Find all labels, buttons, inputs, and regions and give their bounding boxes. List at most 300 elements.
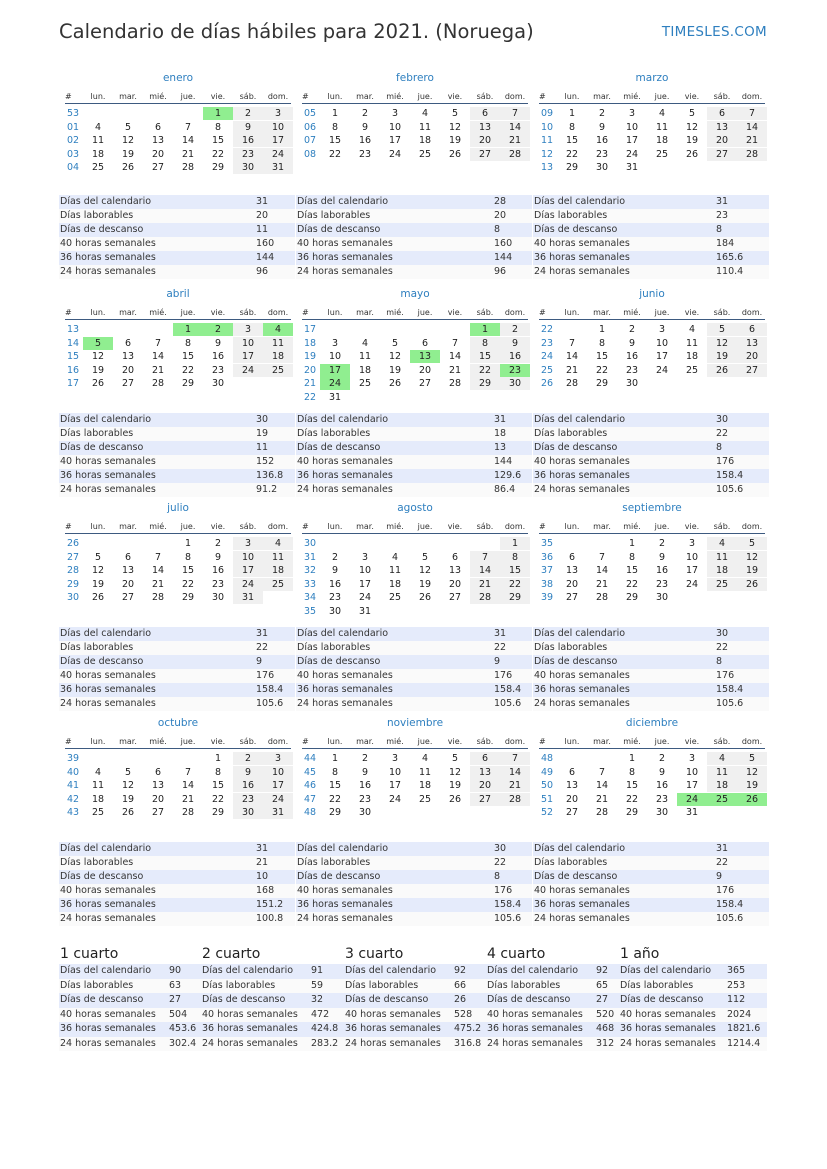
day-cell[interactable]: 31 [685,807,699,819]
day-cell[interactable] [587,537,617,550]
day-cell[interactable]: 31 [263,161,293,174]
day-cell[interactable]: 18 [418,135,432,147]
day-cell[interactable]: 6 [568,551,576,563]
day-cell[interactable]: 13 [151,780,165,792]
day-cell[interactable]: 17 [233,350,263,363]
day-cell[interactable]: 4 [94,121,102,133]
day-cell[interactable]: 5 [451,753,459,764]
day-cell[interactable] [557,537,587,550]
day-cell[interactable]: 17 [685,780,699,792]
day-cell[interactable]: 8 [214,121,222,133]
day-cell[interactable] [83,107,113,120]
day-cell[interactable]: 19 [418,578,432,590]
day-cell[interactable] [677,377,707,390]
day-cell[interactable]: 6 [470,107,500,120]
day-cell[interactable]: 11 [263,551,293,564]
day-cell[interactable]: 29 [181,378,195,390]
day-cell[interactable]: 26 [91,378,105,390]
day-cell[interactable]: 7 [737,107,767,120]
day-cell[interactable]: 26 [707,364,737,377]
day-cell[interactable]: 16 [655,780,669,792]
day-cell[interactable]: 13 [565,565,579,577]
day-cell[interactable]: 20 [121,364,135,376]
day-cell[interactable]: 12 [737,766,767,779]
day-cell[interactable]: 24 [625,148,639,160]
day-cell[interactable]: 26 [737,793,767,806]
day-cell[interactable]: 22 [470,364,500,377]
day-cell[interactable]: 9 [361,121,369,133]
day-cell[interactable]: 15 [211,780,225,792]
day-cell[interactable]: 2 [203,323,233,336]
day-cell[interactable]: 29 [625,807,639,819]
day-cell[interactable] [500,391,530,404]
day-cell[interactable]: 31 [328,392,342,403]
day-cell[interactable]: 21 [500,134,530,147]
day-cell[interactable]: 3 [263,752,293,765]
day-cell[interactable]: 10 [388,121,402,133]
day-cell[interactable]: 5 [737,752,767,765]
day-cell[interactable]: 14 [500,766,530,779]
day-cell[interactable]: 22 [211,148,225,160]
day-cell[interactable]: 4 [707,752,737,765]
day-cell[interactable]: 21 [181,793,195,805]
day-cell[interactable] [557,752,587,765]
day-cell[interactable]: 26 [418,592,432,604]
day-cell[interactable]: 18 [263,564,293,577]
day-cell[interactable] [143,107,173,120]
day-cell[interactable]: 4 [421,108,429,119]
day-cell[interactable]: 16 [328,578,342,590]
day-cell[interactable]: 10 [388,766,402,778]
day-cell[interactable]: 20 [121,578,135,590]
day-cell[interactable]: 18 [263,350,293,363]
day-cell[interactable]: 17 [685,565,699,577]
day-cell[interactable]: 24 [677,793,707,806]
day-cell[interactable]: 10 [233,337,263,350]
day-cell[interactable]: 23 [655,793,669,805]
day-cell[interactable]: 13 [410,350,440,363]
day-cell[interactable]: 8 [500,551,530,564]
day-cell[interactable]: 28 [181,807,195,819]
day-cell[interactable]: 1 [203,107,233,120]
day-cell[interactable]: 21 [151,364,165,376]
day-cell[interactable]: 16 [358,780,372,792]
day-cell[interactable]: 10 [328,351,342,363]
day-cell[interactable]: 12 [388,351,402,363]
day-cell[interactable]: 7 [184,766,192,778]
day-cell[interactable]: 20 [707,134,737,147]
day-cell[interactable]: 16 [211,351,225,363]
day-cell[interactable]: 5 [391,337,399,349]
day-cell[interactable]: 4 [361,337,369,349]
day-cell[interactable]: 18 [91,793,105,805]
day-cell[interactable]: 14 [470,564,500,577]
day-cell[interactable]: 3 [331,337,339,349]
day-cell[interactable]: 28 [500,148,530,161]
day-cell[interactable]: 20 [470,779,500,792]
day-cell[interactable]: 21 [151,578,165,590]
day-cell[interactable]: 29 [625,592,639,604]
day-cell[interactable] [737,591,767,604]
day-cell[interactable]: 24 [358,592,372,604]
day-cell[interactable]: 3 [391,108,399,119]
day-cell[interactable]: 5 [124,766,132,778]
day-cell[interactable]: 2 [628,324,636,335]
day-cell[interactable]: 7 [451,337,459,349]
day-cell[interactable]: 19 [707,350,737,363]
day-cell[interactable]: 18 [685,351,699,363]
day-cell[interactable]: 21 [737,134,767,147]
day-cell[interactable]: 20 [565,578,579,590]
day-cell[interactable]: 10 [655,337,669,349]
day-cell[interactable]: 30 [211,378,225,390]
day-cell[interactable]: 13 [470,766,500,779]
day-cell[interactable]: 27 [448,592,462,604]
day-cell[interactable]: 8 [184,337,192,349]
day-cell[interactable]: 26 [91,592,105,604]
day-cell[interactable]: 29 [565,162,579,174]
day-cell[interactable] [707,377,737,390]
day-cell[interactable]: 24 [320,377,350,390]
day-cell[interactable]: 4 [688,324,696,335]
day-cell[interactable]: 18 [707,779,737,792]
day-cell[interactable]: 28 [470,591,500,604]
day-cell[interactable]: 9 [331,565,339,577]
day-cell[interactable]: 27 [565,807,579,819]
day-cell[interactable]: 5 [451,108,459,119]
day-cell[interactable]: 17 [655,351,669,363]
day-cell[interactable]: 31 [233,591,263,604]
day-cell[interactable]: 26 [388,378,402,390]
day-cell[interactable]: 27 [707,148,737,161]
day-cell[interactable]: 2 [331,551,339,563]
day-cell[interactable]: 23 [233,793,263,806]
day-cell[interactable]: 1 [173,323,203,336]
brand-link[interactable]: TIMESLES.COM [661,24,767,40]
day-cell[interactable] [83,537,113,550]
day-cell[interactable]: 20 [470,134,500,147]
day-cell[interactable]: 16 [358,135,372,147]
day-cell[interactable]: 1 [214,753,222,764]
day-cell[interactable] [143,537,173,550]
day-cell[interactable]: 25 [263,364,293,377]
day-cell[interactable]: 23 [655,578,669,590]
day-cell[interactable]: 30 [233,806,263,819]
day-cell[interactable]: 14 [737,121,767,134]
day-cell[interactable]: 8 [598,337,606,349]
day-cell[interactable]: 30 [233,161,263,174]
day-cell[interactable]: 13 [121,351,135,363]
day-cell[interactable]: 12 [121,780,135,792]
day-cell[interactable]: 2 [233,752,263,765]
day-cell[interactable] [440,605,470,618]
day-cell[interactable]: 17 [320,364,350,377]
day-cell[interactable]: 17 [358,578,372,590]
day-cell[interactable]: 11 [388,565,402,577]
day-cell[interactable]: 17 [233,564,263,577]
day-cell[interactable]: 23 [233,148,263,161]
day-cell[interactable]: 9 [598,121,606,133]
day-cell[interactable]: 11 [707,551,737,564]
day-cell[interactable]: 23 [211,364,225,376]
day-cell[interactable]: 23 [358,148,372,160]
day-cell[interactable]: 14 [181,780,195,792]
day-cell[interactable]: 10 [233,551,263,564]
day-cell[interactable]: 5 [688,108,696,119]
day-cell[interactable]: 9 [361,766,369,778]
day-cell[interactable]: 11 [263,337,293,350]
day-cell[interactable]: 17 [388,135,402,147]
day-cell[interactable]: 25 [418,793,432,805]
day-cell[interactable]: 24 [655,364,669,376]
day-cell[interactable]: 10 [625,121,639,133]
day-cell[interactable] [440,391,470,404]
day-cell[interactable] [350,537,380,550]
day-cell[interactable]: 27 [151,162,165,174]
day-cell[interactable]: 8 [214,766,222,778]
day-cell[interactable]: 29 [500,591,530,604]
day-cell[interactable]: 10 [685,551,699,563]
day-cell[interactable] [263,591,293,604]
day-cell[interactable]: 15 [625,780,639,792]
day-cell[interactable]: 3 [628,108,636,119]
day-cell[interactable]: 14 [151,351,165,363]
day-cell[interactable] [737,806,767,819]
day-cell[interactable]: 2 [658,538,666,549]
day-cell[interactable]: 16 [233,779,263,792]
day-cell[interactable]: 15 [181,565,195,577]
day-cell[interactable]: 23 [500,364,530,377]
day-cell[interactable]: 19 [121,148,135,160]
day-cell[interactable]: 20 [418,364,432,376]
day-cell[interactable]: 14 [181,135,195,147]
day-cell[interactable]: 17 [625,135,639,147]
day-cell[interactable] [143,323,173,336]
day-cell[interactable]: 12 [448,766,462,778]
day-cell[interactable]: 22 [625,578,639,590]
day-cell[interactable]: 15 [470,350,500,363]
day-cell[interactable]: 7 [568,337,576,349]
day-cell[interactable]: 24 [388,793,402,805]
day-cell[interactable]: 27 [121,592,135,604]
day-cell[interactable] [677,591,707,604]
day-cell[interactable]: 11 [418,766,432,778]
day-cell[interactable]: 29 [470,377,500,390]
day-cell[interactable]: 19 [737,779,767,792]
day-cell[interactable]: 15 [328,780,342,792]
day-cell[interactable]: 8 [331,766,339,778]
day-cell[interactable]: 1 [184,538,192,549]
day-cell[interactable]: 2 [361,753,369,764]
day-cell[interactable]: 15 [328,135,342,147]
day-cell[interactable]: 12 [685,121,699,133]
day-cell[interactable]: 4 [263,323,293,336]
day-cell[interactable]: 25 [91,162,105,174]
day-cell[interactable]: 31 [358,606,372,617]
day-cell[interactable] [470,605,500,618]
day-cell[interactable]: 19 [448,135,462,147]
day-cell[interactable]: 18 [655,135,669,147]
day-cell[interactable]: 25 [91,807,105,819]
day-cell[interactable]: 13 [470,121,500,134]
day-cell[interactable]: 18 [388,578,402,590]
day-cell[interactable] [410,323,440,336]
day-cell[interactable]: 20 [151,148,165,160]
day-cell[interactable]: 11 [91,780,105,792]
day-cell[interactable] [113,107,143,120]
day-cell[interactable]: 6 [470,752,500,765]
day-cell[interactable]: 28 [595,807,609,819]
day-cell[interactable] [647,377,677,390]
day-cell[interactable]: 27 [470,148,500,161]
day-cell[interactable]: 15 [181,351,195,363]
day-cell[interactable]: 28 [595,592,609,604]
day-cell[interactable]: 8 [184,551,192,563]
day-cell[interactable]: 7 [154,337,162,349]
day-cell[interactable]: 23 [358,793,372,805]
day-cell[interactable]: 13 [151,135,165,147]
day-cell[interactable]: 12 [707,337,737,350]
day-cell[interactable]: 23 [595,148,609,160]
day-cell[interactable]: 4 [263,537,293,550]
day-cell[interactable]: 25 [685,364,699,376]
day-cell[interactable]: 1 [568,108,576,119]
day-cell[interactable]: 7 [598,766,606,778]
day-cell[interactable]: 26 [121,162,135,174]
day-cell[interactable]: 1 [598,324,606,335]
day-cell[interactable] [320,537,350,550]
day-cell[interactable]: 6 [154,121,162,133]
day-cell[interactable] [380,605,410,618]
day-cell[interactable]: 4 [421,753,429,764]
day-cell[interactable]: 6 [451,551,459,563]
day-cell[interactable]: 15 [500,564,530,577]
day-cell[interactable]: 13 [565,780,579,792]
day-cell[interactable]: 3 [391,753,399,764]
day-cell[interactable]: 3 [658,324,666,335]
day-cell[interactable] [500,605,530,618]
day-cell[interactable]: 16 [595,135,609,147]
day-cell[interactable] [83,323,113,336]
day-cell[interactable]: 10 [263,766,293,779]
day-cell[interactable]: 22 [328,148,342,160]
day-cell[interactable]: 27 [565,592,579,604]
day-cell[interactable]: 7 [500,752,530,765]
day-cell[interactable]: 19 [737,564,767,577]
day-cell[interactable]: 9 [628,337,636,349]
day-cell[interactable]: 18 [358,364,372,376]
day-cell[interactable] [173,752,203,765]
day-cell[interactable]: 4 [658,108,666,119]
day-cell[interactable]: 7 [470,551,500,564]
day-cell[interactable]: 2 [214,538,222,549]
day-cell[interactable]: 13 [707,121,737,134]
day-cell[interactable]: 26 [685,148,699,160]
day-cell[interactable] [737,377,767,390]
day-cell[interactable]: 30 [500,377,530,390]
day-cell[interactable]: 12 [91,351,105,363]
day-cell[interactable]: 27 [121,378,135,390]
day-cell[interactable]: 8 [470,337,500,350]
day-cell[interactable]: 27 [418,378,432,390]
day-cell[interactable] [233,377,263,390]
day-cell[interactable]: 11 [707,766,737,779]
day-cell[interactable]: 18 [707,564,737,577]
day-cell[interactable]: 12 [91,565,105,577]
day-cell[interactable]: 12 [737,551,767,564]
day-cell[interactable]: 19 [91,578,105,590]
day-cell[interactable] [647,161,677,174]
day-cell[interactable]: 24 [263,793,293,806]
day-cell[interactable]: 18 [91,148,105,160]
day-cell[interactable]: 30 [211,592,225,604]
day-cell[interactable]: 22 [625,793,639,805]
day-cell[interactable]: 9 [658,766,666,778]
day-cell[interactable]: 10 [358,565,372,577]
day-cell[interactable]: 25 [655,148,669,160]
day-cell[interactable]: 21 [470,578,500,591]
day-cell[interactable]: 28 [448,378,462,390]
day-cell[interactable]: 2 [233,107,263,120]
day-cell[interactable] [500,806,530,819]
day-cell[interactable] [440,323,470,336]
day-cell[interactable]: 17 [263,134,293,147]
day-cell[interactable]: 22 [181,364,195,376]
day-cell[interactable]: 25 [418,148,432,160]
day-cell[interactable] [350,391,380,404]
day-cell[interactable] [320,323,350,336]
day-cell[interactable]: 5 [124,121,132,133]
day-cell[interactable]: 28 [181,162,195,174]
day-cell[interactable]: 21 [500,779,530,792]
day-cell[interactable]: 17 [263,779,293,792]
day-cell[interactable]: 14 [151,565,165,577]
day-cell[interactable]: 24 [233,364,263,377]
day-cell[interactable]: 9 [233,766,263,779]
day-cell[interactable]: 19 [91,364,105,376]
day-cell[interactable]: 21 [565,364,579,376]
day-cell[interactable]: 15 [625,565,639,577]
day-cell[interactable]: 22 [500,578,530,591]
day-cell[interactable]: 12 [121,135,135,147]
day-cell[interactable]: 2 [361,108,369,119]
day-cell[interactable]: 28 [565,378,579,390]
day-cell[interactable] [350,323,380,336]
day-cell[interactable]: 6 [154,766,162,778]
day-cell[interactable]: 27 [737,364,767,377]
day-cell[interactable] [410,391,440,404]
day-cell[interactable]: 26 [121,807,135,819]
day-cell[interactable]: 25 [707,793,737,806]
day-cell[interactable]: 7 [184,121,192,133]
day-cell[interactable]: 10 [685,766,699,778]
day-cell[interactable]: 11 [655,121,669,133]
day-cell[interactable]: 4 [391,551,399,563]
day-cell[interactable]: 23 [211,578,225,590]
day-cell[interactable]: 5 [83,337,113,350]
day-cell[interactable]: 21 [595,578,609,590]
day-cell[interactable]: 10 [263,121,293,134]
day-cell[interactable]: 22 [181,578,195,590]
day-cell[interactable] [737,161,767,174]
day-cell[interactable]: 8 [331,121,339,133]
day-cell[interactable]: 12 [448,121,462,133]
day-cell[interactable]: 6 [707,107,737,120]
day-cell[interactable]: 24 [388,148,402,160]
day-cell[interactable]: 20 [565,793,579,805]
day-cell[interactable]: 21 [448,364,462,376]
day-cell[interactable]: 6 [124,337,132,349]
